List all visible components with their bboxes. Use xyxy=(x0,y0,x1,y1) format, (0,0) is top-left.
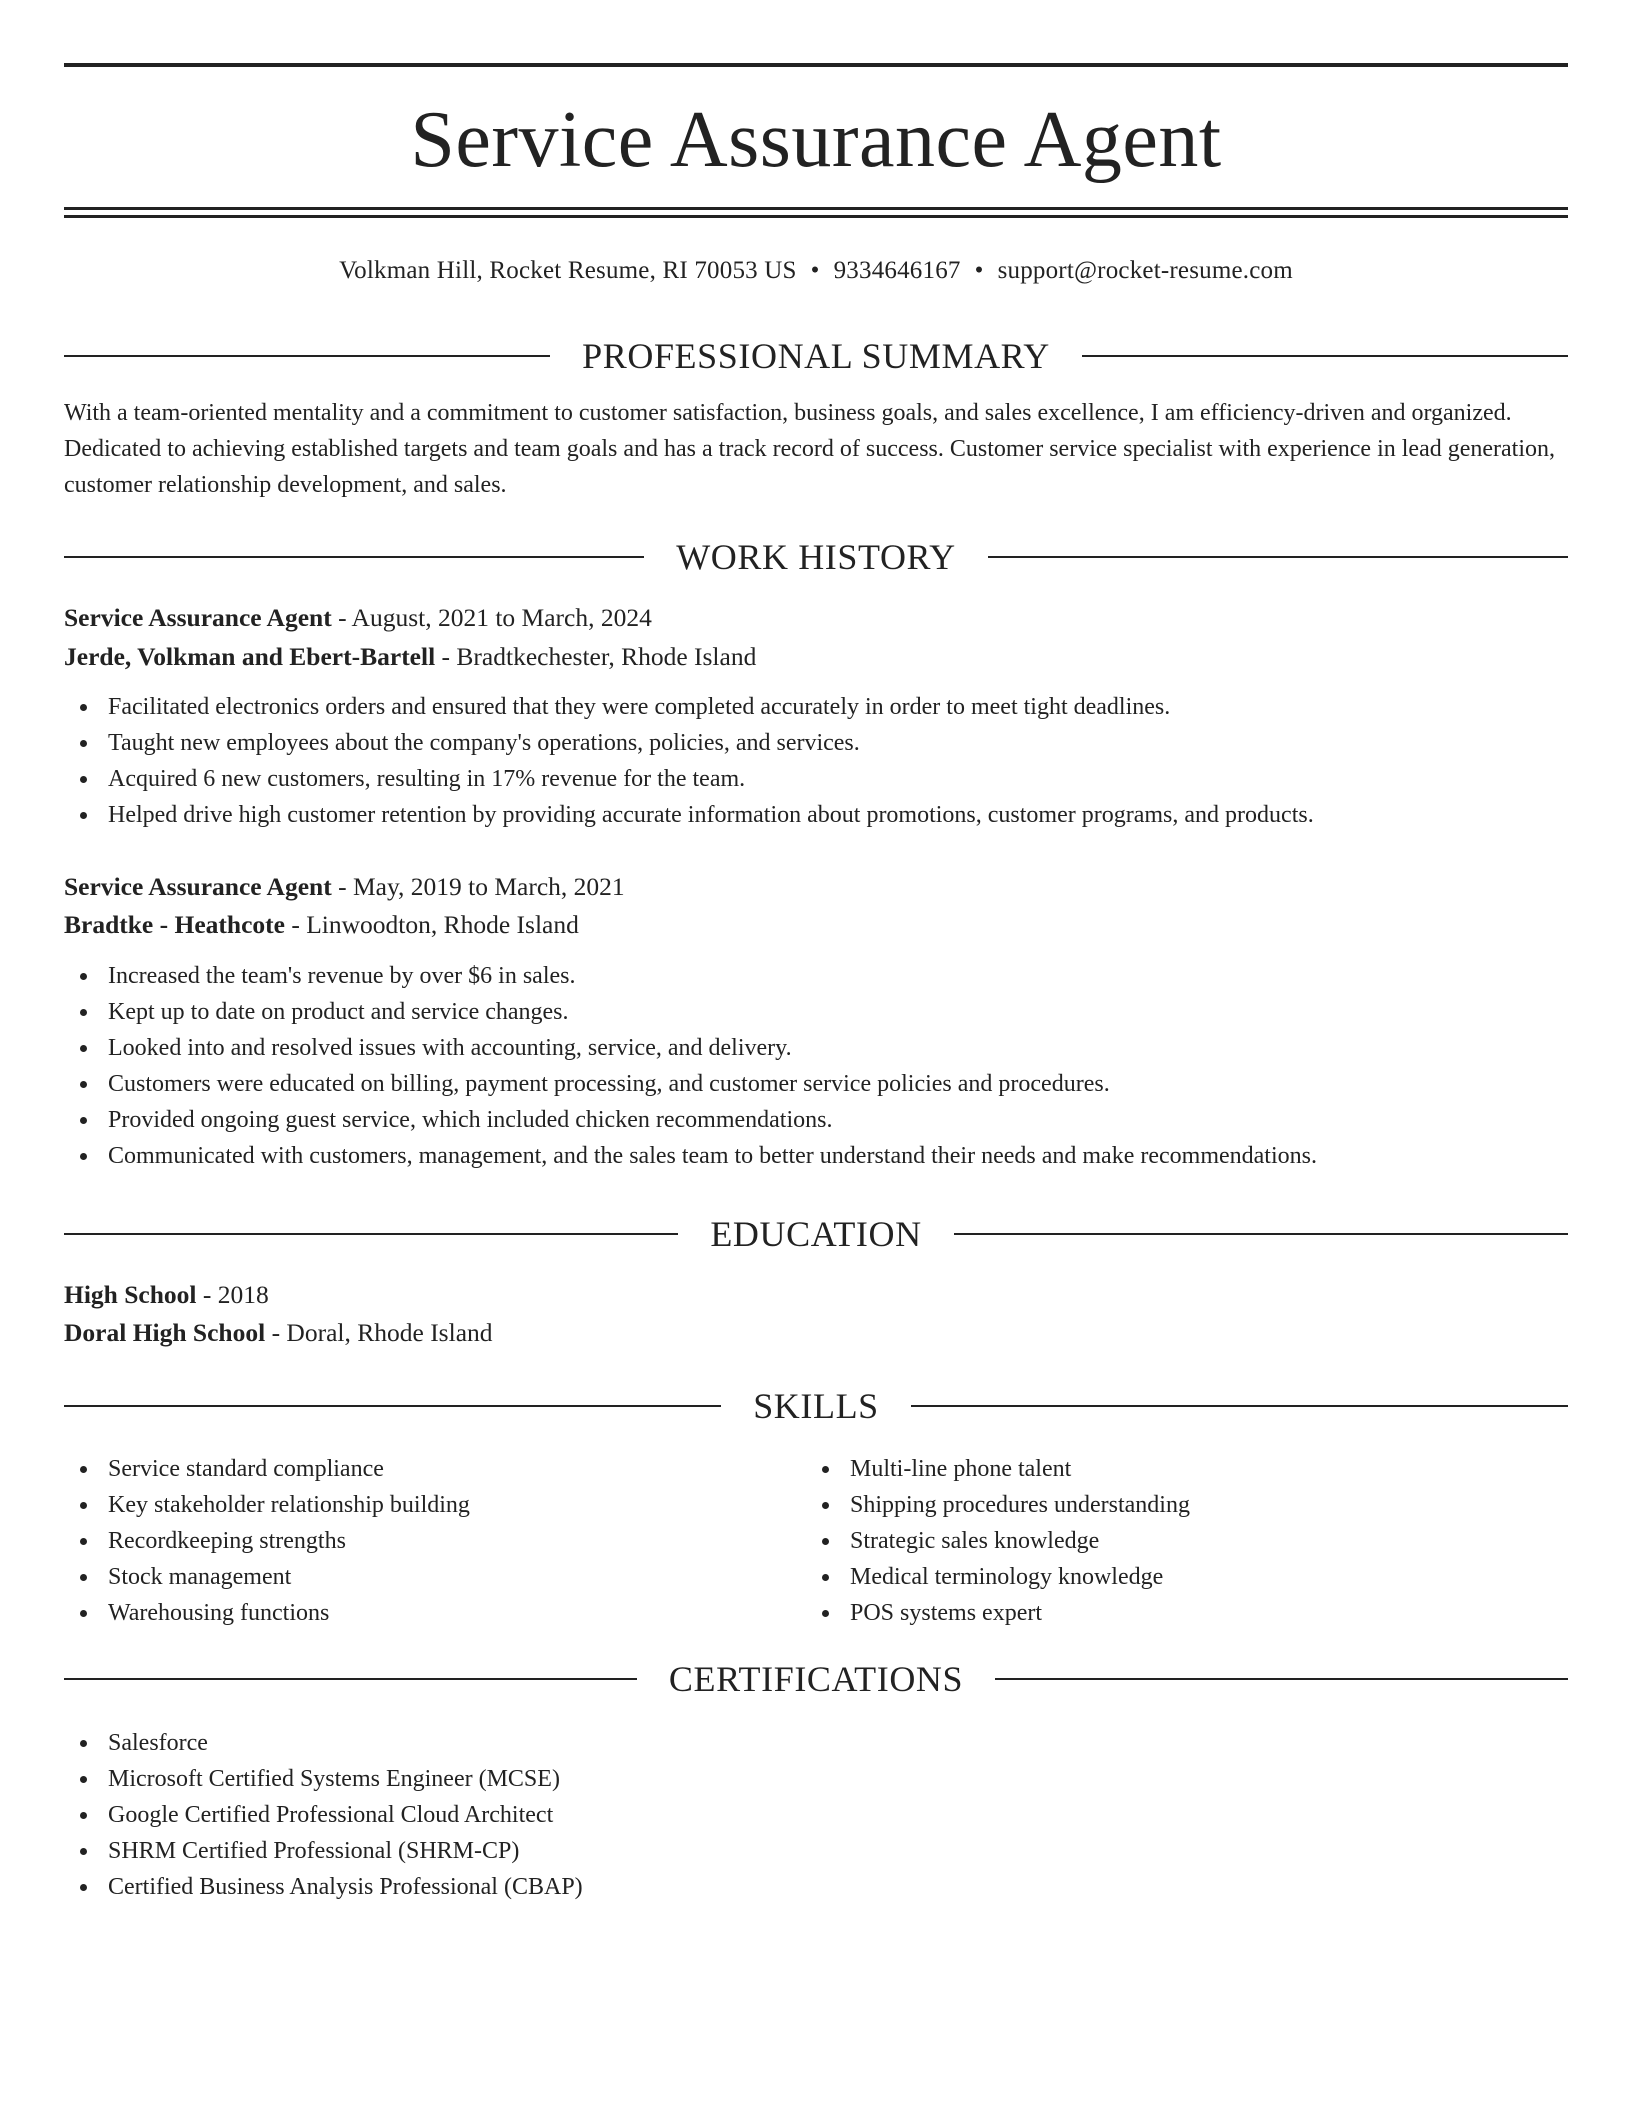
list-item: Provided ongoing guest service, which included chicken recommendations. xyxy=(64,1102,1317,1138)
heading-rule-right xyxy=(995,1678,1568,1680)
list-item: POS systems expert xyxy=(806,1595,1190,1631)
heading-rule-right xyxy=(1082,355,1568,357)
heading-rule-right xyxy=(911,1405,1568,1407)
education-location: - Doral, Rhode Island xyxy=(265,1318,493,1347)
skills-list-left xyxy=(64,1451,470,1631)
skills-heading xyxy=(64,1384,1568,1428)
certifications-heading-text: CERTIFICATIONS xyxy=(668,1659,964,1699)
bullet-dot xyxy=(80,1740,87,1747)
bullet-dot xyxy=(80,973,87,980)
education-year: - 2018 xyxy=(196,1280,269,1309)
bullet-dot xyxy=(80,1610,87,1617)
bullet-dot xyxy=(80,1117,87,1124)
bullet-dot xyxy=(80,704,87,711)
job-title: Service Assurance Agent xyxy=(64,872,332,901)
title-rule-lower xyxy=(64,215,1568,218)
list-item: Microsoft Certified Systems Engineer (MCSE) xyxy=(64,1761,583,1797)
job-title-line xyxy=(64,600,652,636)
summary-heading xyxy=(64,334,1568,378)
resume-title: Service Assurance Agent xyxy=(410,96,1222,184)
list-item: Strategic sales knowledge xyxy=(806,1523,1190,1559)
bullet-dot xyxy=(80,1045,87,1052)
list-item: Certified Business Analysis Professional (CBAP) xyxy=(64,1869,583,1905)
bullet-dot xyxy=(80,1538,87,1545)
certifications-list xyxy=(64,1725,583,1905)
contact-separator: • xyxy=(810,257,820,284)
list-item: Service standard compliance xyxy=(64,1451,470,1487)
job-company-line xyxy=(64,639,756,675)
education-heading xyxy=(64,1212,1568,1256)
bullet-dot xyxy=(80,1153,87,1160)
bullet-dot xyxy=(80,776,87,783)
skills-list-right xyxy=(806,1451,1190,1631)
bullet-dot xyxy=(822,1610,829,1617)
contact-separator: • xyxy=(974,257,984,284)
bullet-dot xyxy=(80,1502,87,1509)
work-heading-text: WORK HISTORY xyxy=(676,537,956,577)
job-bullets xyxy=(64,958,1317,1174)
list-item: Shipping procedures understanding xyxy=(806,1487,1190,1523)
list-item: Multi-line phone talent xyxy=(806,1451,1190,1487)
contact-address: Volkman Hill, Rocket Resume, RI 70053 US xyxy=(339,257,797,284)
bullet-dot xyxy=(822,1574,829,1581)
education-school-line xyxy=(64,1315,493,1351)
bullet-dot xyxy=(822,1502,829,1509)
skills-heading-text: SKILLS xyxy=(753,1386,879,1426)
certifications-heading xyxy=(64,1657,1568,1701)
job-location: - Linwoodton, Rhode Island xyxy=(284,910,579,939)
top-rule xyxy=(64,63,1568,67)
bullet-dot xyxy=(80,1884,87,1891)
education-degree: High School xyxy=(64,1280,197,1309)
list-item: Recordkeeping strengths xyxy=(64,1523,470,1559)
summary-paragraph: With a team-oriented mentality and a commitment to customer satisfaction, business goals, and sales excellence, I am efficiency-driven and organized. Dedicated to achieving established targets and team goals and has a track record of success. Customer service specialist with experience in lead generation, customer relationship development, and sales. xyxy=(64,400,1555,498)
heading-rule-left xyxy=(64,1678,637,1680)
contact-phone: 9334646167 xyxy=(833,257,961,284)
list-item: Taught new employees about the company's operations, policies, and services. xyxy=(64,725,1314,761)
education-heading-text: EDUCATION xyxy=(710,1214,922,1254)
title-rule-upper xyxy=(64,207,1568,210)
heading-rule-left xyxy=(64,355,550,357)
list-item: Customers were educated on billing, payment processing, and customer service policies and procedures. xyxy=(64,1066,1317,1102)
heading-rule-left xyxy=(64,1233,678,1235)
list-item: Acquired 6 new customers, resulting in 17% revenue for the team. xyxy=(64,761,1314,797)
contact-email: support@rocket-resume.com xyxy=(997,257,1293,284)
heading-rule-left xyxy=(64,556,644,558)
list-item: Google Certified Professional Cloud Architect xyxy=(64,1797,583,1833)
job-company-line xyxy=(64,907,579,943)
list-item: Warehousing functions xyxy=(64,1595,470,1631)
list-item: Key stakeholder relationship building xyxy=(64,1487,470,1523)
job-company: Bradtke - Heathcote xyxy=(64,910,285,939)
list-item: Medical terminology knowledge xyxy=(806,1559,1190,1595)
list-item: Looked into and resolved issues with accounting, service, and delivery. xyxy=(64,1030,1317,1066)
job-title: Service Assurance Agent xyxy=(64,603,332,632)
list-item: Salesforce xyxy=(64,1725,583,1761)
bullet-dot xyxy=(80,1812,87,1819)
list-item: Helped drive high customer retention by providing accurate information about promotions, customer programs, and products. xyxy=(64,797,1314,833)
summary-heading-text: PROFESSIONAL SUMMARY xyxy=(582,336,1050,376)
list-item: Kept up to date on product and service changes. xyxy=(64,994,1317,1030)
heading-rule-right xyxy=(954,1233,1568,1235)
contact-line xyxy=(64,253,1568,289)
job-company: Jerde, Volkman and Ebert-Bartell xyxy=(64,642,436,671)
bullet-dot xyxy=(80,1776,87,1783)
heading-rule-right xyxy=(988,556,1568,558)
education-degree-line xyxy=(64,1277,269,1313)
education-school: Doral High School xyxy=(64,1318,266,1347)
heading-rule-left xyxy=(64,1405,721,1407)
list-item: Increased the team's revenue by over $6 in sales. xyxy=(64,958,1317,994)
list-item: Stock management xyxy=(64,1559,470,1595)
job-location: - Bradtkechester, Rhode Island xyxy=(435,642,757,671)
job-dates: - August, 2021 to March, 2024 xyxy=(331,603,652,632)
job-bullets xyxy=(64,689,1314,833)
bullet-dot xyxy=(80,1081,87,1088)
bullet-dot xyxy=(80,1848,87,1855)
work-heading xyxy=(64,535,1568,579)
list-item: Communicated with customers, management, and the sales team to better understand their needs and make recommendations. xyxy=(64,1138,1317,1174)
list-item: SHRM Certified Professional (SHRM-CP) xyxy=(64,1833,583,1869)
bullet-dot xyxy=(80,1574,87,1581)
list-item: Facilitated electronics orders and ensured that they were completed accurately in order to meet tight deadlines. xyxy=(64,689,1314,725)
bullet-dot xyxy=(80,740,87,747)
job-dates: - May, 2019 to March, 2021 xyxy=(331,872,625,901)
bullet-dot xyxy=(80,1466,87,1473)
bullet-dot xyxy=(822,1466,829,1473)
bullet-dot xyxy=(80,812,87,819)
job-title-line xyxy=(64,869,625,905)
bullet-dot xyxy=(80,1009,87,1016)
bullet-dot xyxy=(822,1538,829,1545)
